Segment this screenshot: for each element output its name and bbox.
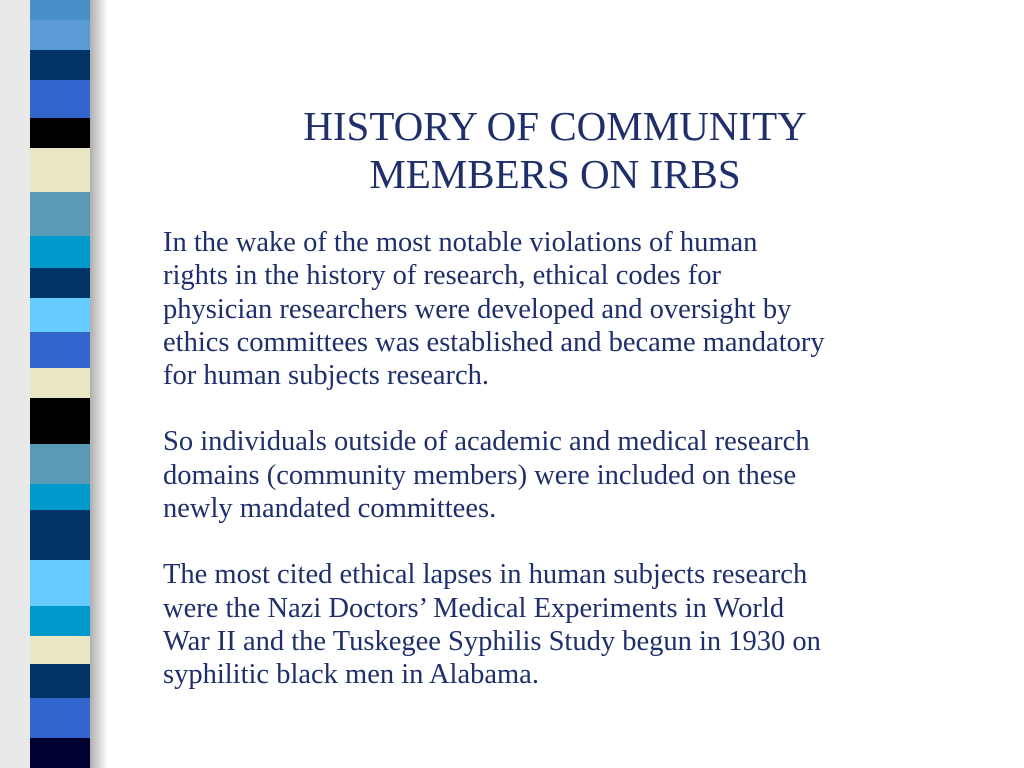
text-line: The most cited ethical lapses in human subjects research [163,559,808,591]
text-line: rights in the history of research, ethical codes for [163,260,721,292]
paragraph-violations [163,226,973,392]
slide-body [163,226,973,725]
text-line: domains (community members) were included on these [163,459,797,491]
text-line: were the Nazi Doctors’ Medical Experiments in World [163,592,785,624]
decorative-side-stripe [0,0,120,768]
text-line: for human subjects research. [163,360,490,392]
title-line: MEMBERS ON IRBS [369,151,741,197]
paragraph-ethical-lapses [163,558,973,691]
title-line: HISTORY OF COMMUNITY [303,103,807,149]
paragraph-community-members [163,425,973,525]
text-line: So individuals outside of academic and medical research [163,426,810,458]
text-line: syphilitic black men in Alabama. [163,659,539,691]
text-line: ethics committees was established and became mandatory [163,326,825,358]
text-line: newly mandated committees. [163,493,497,525]
text-line: In the wake of the most notable violations of human [163,227,758,258]
slide-title [160,102,950,198]
text-line: War II and the Tuskegee Syphilis Study begun in 1930 on [163,625,821,657]
text-line: physician researchers were developed and oversight by [163,293,792,325]
stripe-blocks [30,0,90,768]
